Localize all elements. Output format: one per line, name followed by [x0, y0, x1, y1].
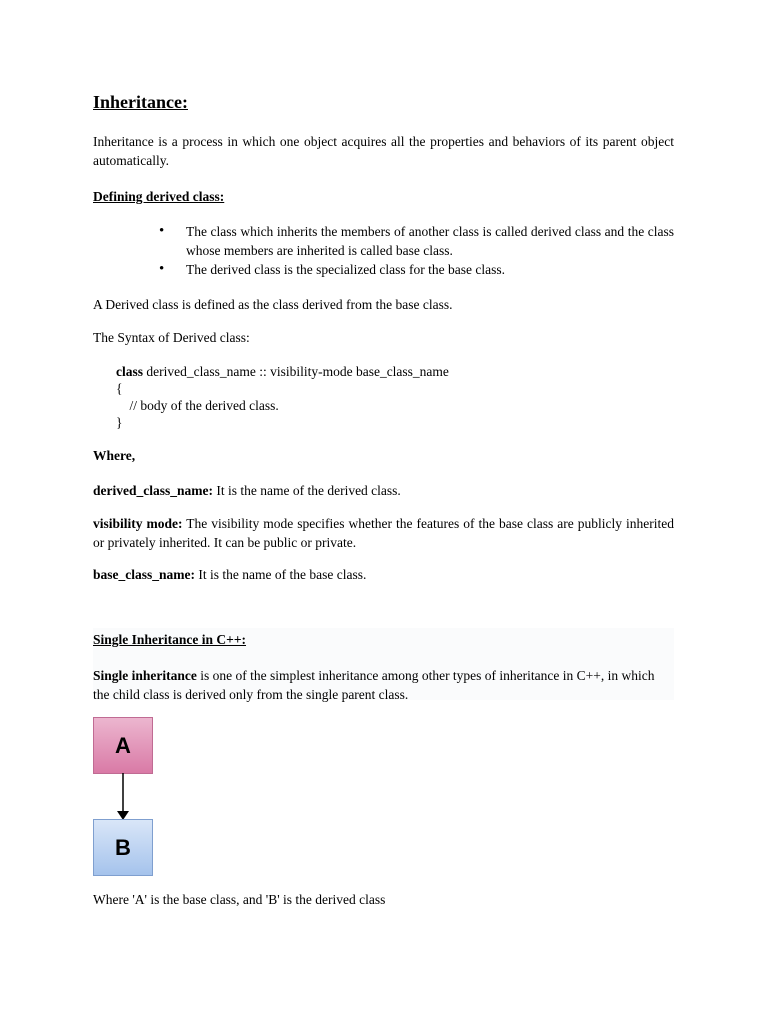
list-item: [93, 260, 674, 279]
single-inheritance-term: Single inheritance: [93, 668, 197, 683]
page-title: Inheritance:: [93, 92, 188, 112]
definition-term: derived_class_name:: [93, 483, 213, 498]
bullet-list: [93, 222, 674, 279]
derived-definition: A Derived class is defined as the class derived from the base class.: [93, 297, 453, 312]
definition-desc: It is the name of the derived class.: [212, 483, 401, 498]
syntax-code-block: [116, 363, 449, 431]
code-line-3: // body of the derived class.: [116, 398, 279, 413]
definition-visibility-mode: [93, 514, 674, 552]
definition-desc: The visibility mode specifies whether the features of the base class are publicly inherited or privately inherited. It can be public or private.: [93, 516, 674, 550]
code-line-1-rest: derived_class_name :: visibility-mode base_class_name: [143, 364, 449, 379]
definition-derived-class-name: [93, 481, 674, 500]
base-class-box: A: [93, 717, 153, 774]
definition-desc: It is the name of the base class.: [195, 567, 367, 582]
bullet-icon: •: [159, 223, 165, 239]
bullet-text: The class which inherits the members of another class is called derived class and the class whose members are inherited is called base class.: [186, 224, 674, 258]
definition-term: visibility mode:: [93, 516, 183, 531]
definition-base-class-name: [93, 565, 674, 584]
code-keyword: class: [116, 364, 143, 379]
where-label: Where,: [93, 448, 136, 463]
definition-term: base_class_name:: [93, 567, 195, 582]
single-inheritance-paragraph: [93, 666, 674, 704]
intro-paragraph: Inheritance is a process in which one object acquires all the properties and behaviors of its parent object automatically.: [93, 134, 674, 168]
single-inheritance-desc: is one of the simplest inheritance among other types of inheritance in C++, in which the child class is derived only from the single parent class.: [93, 668, 655, 702]
list-item: [93, 222, 674, 260]
code-line-2: {: [116, 381, 123, 396]
bullet-icon: •: [159, 261, 165, 277]
syntax-intro: The Syntax of Derived class:: [93, 330, 250, 345]
bullet-text: The derived class is the specialized class for the base class.: [186, 262, 506, 277]
code-line-1: [116, 363, 449, 380]
inheritance-arrow-icon: [115, 773, 131, 821]
derived-class-box: B: [93, 819, 153, 876]
single-inheritance-heading: Single Inheritance in C++:: [93, 632, 247, 647]
diagram-caption: Where 'A' is the base class, and 'B' is the derived class: [93, 892, 386, 907]
defining-derived-class-heading: Defining derived class:: [93, 189, 225, 204]
code-line-4: }: [116, 415, 123, 430]
